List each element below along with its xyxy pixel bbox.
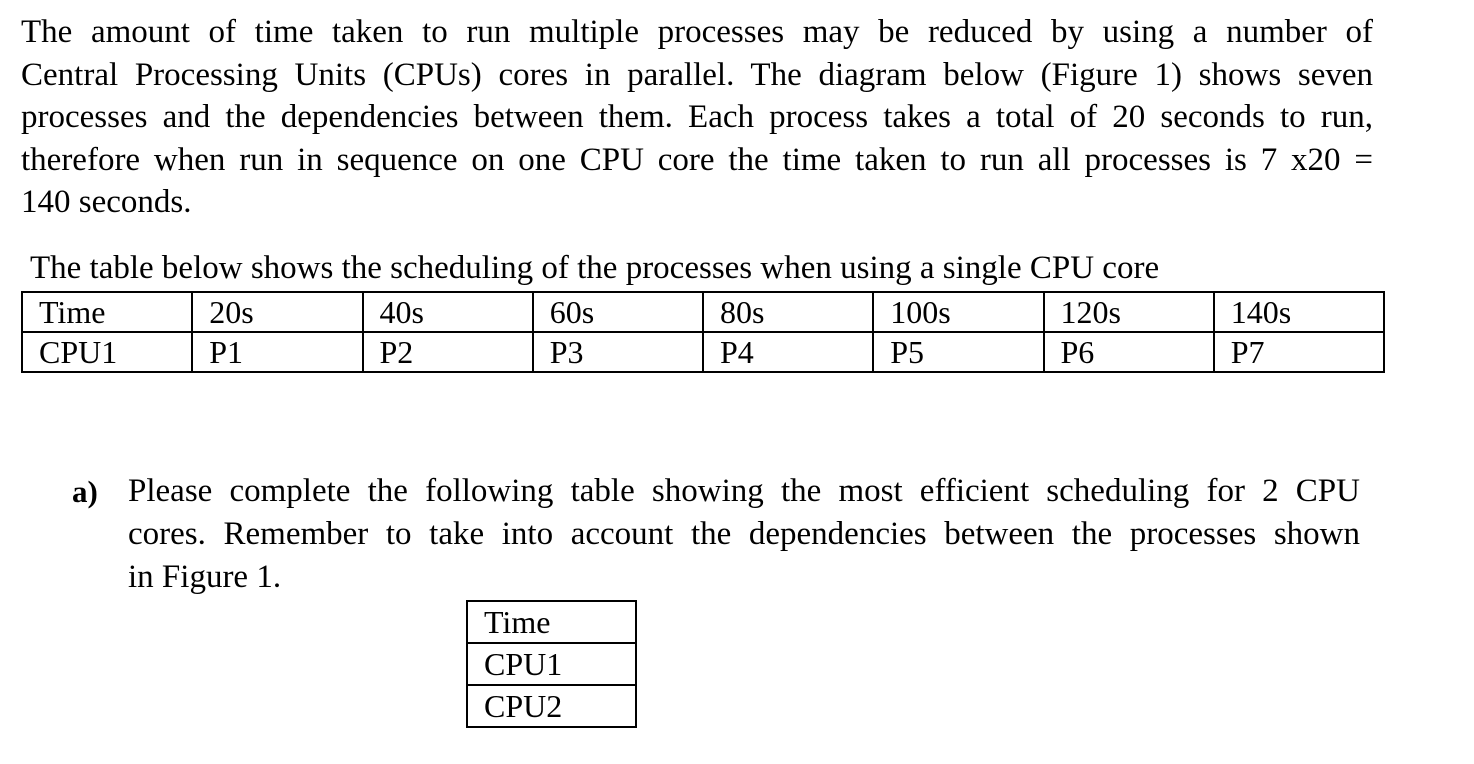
table-row bbox=[22, 332, 1384, 372]
table-row bbox=[467, 643, 636, 685]
intro-line: 140 seconds. bbox=[21, 184, 192, 220]
question-line: in Figure 1. bbox=[128, 559, 282, 595]
table-cell: P2 bbox=[363, 332, 533, 372]
intro-line: The amount of time taken to run multiple processes may be reduced by using a number of bbox=[21, 14, 1373, 50]
table-cell: 80s bbox=[703, 292, 873, 332]
intro-paragraph bbox=[21, 11, 1373, 224]
single-core-schedule-table bbox=[21, 291, 1385, 373]
question-label: a) bbox=[72, 474, 98, 509]
table-cell[interactable]: Time bbox=[467, 601, 636, 643]
single-core-table-caption: The table below shows the scheduling of the processes when using a single CPU core bbox=[30, 250, 1160, 286]
table-cell: 20s bbox=[192, 292, 362, 332]
intro-line: Central Processing Units (CPUs) cores in parallel. The diagram below (Figure 1) shows seven bbox=[21, 56, 1373, 93]
table-cell: CPU1 bbox=[22, 332, 192, 372]
table-row bbox=[22, 292, 1384, 332]
table-cell: Time bbox=[22, 292, 192, 332]
table-cell: P3 bbox=[533, 332, 703, 372]
table-cell: P5 bbox=[873, 332, 1043, 372]
table-cell: 140s bbox=[1214, 292, 1384, 332]
two-core-answer-table bbox=[466, 600, 637, 728]
table-row bbox=[467, 601, 636, 643]
table-cell[interactable]: CPU2 bbox=[467, 685, 636, 727]
table-cell: 60s bbox=[533, 292, 703, 332]
intro-line: therefore when run in sequence on one CPU core the time taken to run all processes is 7 x20 = bbox=[21, 141, 1373, 178]
table-cell: P7 bbox=[1214, 332, 1384, 372]
question-text bbox=[128, 470, 1360, 599]
table-cell: 40s bbox=[363, 292, 533, 332]
question-line: Please complete the following table showing the most efficient scheduling for 2 CPU bbox=[128, 473, 1360, 509]
table-cell[interactable]: CPU1 bbox=[467, 643, 636, 685]
table-row bbox=[467, 685, 636, 727]
table-cell: P1 bbox=[192, 332, 362, 372]
intro-line: processes and the dependencies between them. Each process takes a total of 20 seconds to run, bbox=[21, 99, 1373, 135]
table-cell: 100s bbox=[873, 292, 1043, 332]
question-line: cores. Remember to take into account the dependencies between the processes shown bbox=[128, 516, 1360, 552]
table-cell: P4 bbox=[703, 332, 873, 372]
table-cell: P6 bbox=[1044, 332, 1214, 372]
table-cell: 120s bbox=[1044, 292, 1214, 332]
